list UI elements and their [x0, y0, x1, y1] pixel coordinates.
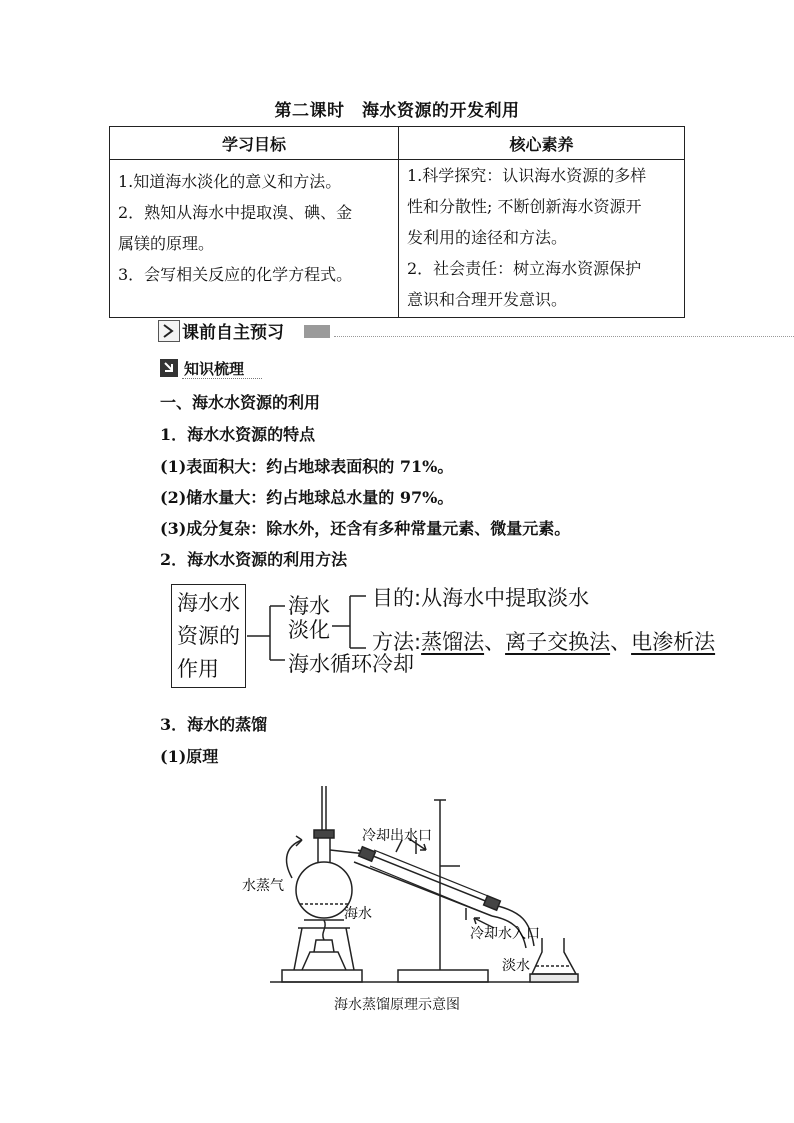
- goal-line: 属镁的原理。: [118, 234, 215, 253]
- list-item: (3)成分复杂：除水外，还含有多种常量元素、微量元素。: [160, 519, 571, 538]
- arrow-box-icon: [160, 359, 178, 377]
- play-arrow-icon: [158, 320, 180, 342]
- method-distillation: 蒸馏法: [421, 630, 485, 654]
- goal-label: 目的: [372, 586, 414, 610]
- branch-cooling: 海水循环冷却: [288, 652, 414, 676]
- method-label: 方法: [372, 630, 414, 654]
- method-electrodialysis: 电渗析法: [631, 630, 716, 654]
- usage-diagram: [160, 578, 720, 698]
- figure-caption: 海水蒸馏原理示意图: [334, 997, 460, 1013]
- literacy-line: 2．社会责任：树立海水资源保护: [407, 259, 642, 278]
- literacy-line: 发利用的途径和方法。: [407, 228, 568, 247]
- heading-1-3: 3．海水的蒸馏: [160, 715, 268, 734]
- goal-text: 从海水中提取淡水: [421, 586, 590, 610]
- core-literacy-cell: [399, 160, 685, 318]
- goal-line: 2．熟知从海水中提取溴、碘、金: [118, 203, 353, 222]
- goals-table: [109, 126, 685, 318]
- list-item: (2)储水量大：约占地球总水量的 97%。: [160, 488, 454, 507]
- heading-1-2: 2．海水水资源的利用方法: [160, 550, 348, 569]
- section-bar-decor: [304, 325, 330, 338]
- list-item: (1)表面积大：约占地球表面积的 71%。: [160, 457, 454, 476]
- goal-row: [372, 582, 589, 612]
- colon: :: [414, 586, 422, 610]
- principle-label: (1)原理: [160, 747, 219, 766]
- literacy-line: 1.科学探究：认识海水资源的多样: [407, 166, 647, 185]
- method-ion-exchange: 离子交换法: [505, 630, 611, 654]
- label-fresh: 淡水: [502, 958, 530, 974]
- label-vapor: 水蒸气: [242, 878, 284, 894]
- divider: [182, 378, 262, 379]
- heading-1-1: 1．海水水资源的特点: [160, 425, 316, 444]
- separator: 、: [610, 630, 632, 654]
- heading-1: 一、海水水资源的利用: [160, 393, 321, 412]
- box-line: 作用: [177, 657, 219, 681]
- branch-line: 海水: [288, 594, 330, 618]
- page-title: 第二课时 海水资源的开发利用: [274, 101, 520, 121]
- label-inlet: 冷却水入口: [470, 926, 540, 942]
- sub-tag-label: 知识梳理: [184, 360, 245, 378]
- distillation-figure: [230, 770, 590, 1000]
- header-core-literacy: 核心素养: [399, 127, 685, 160]
- separator: 、: [484, 630, 506, 654]
- learning-goals-cell: [110, 160, 399, 318]
- method-row: [372, 626, 715, 656]
- literacy-line: 意识和合理开发意识。: [407, 290, 568, 309]
- distillation-apparatus-illustration: [230, 770, 590, 1000]
- branch-line: 淡化: [288, 618, 330, 642]
- branch-desalination: [288, 594, 330, 642]
- section-bar-label: 课前自主预习: [182, 323, 284, 343]
- box-line: 海水水: [177, 591, 240, 615]
- goal-line: 1.知道海水淡化的意义和方法。: [118, 172, 342, 191]
- label-outlet: 冷却出水口: [362, 828, 432, 844]
- colon: :: [414, 630, 422, 654]
- header-learning-goals: 学习目标: [110, 127, 399, 160]
- label-seawater: 海水: [344, 906, 372, 922]
- divider: [334, 336, 794, 337]
- literacy-line: 性和分散性; 不断创新海水资源开: [407, 197, 642, 216]
- goal-line: 3．会写相关反应的化学方程式。: [118, 265, 353, 284]
- box-line: 资源的: [177, 624, 240, 648]
